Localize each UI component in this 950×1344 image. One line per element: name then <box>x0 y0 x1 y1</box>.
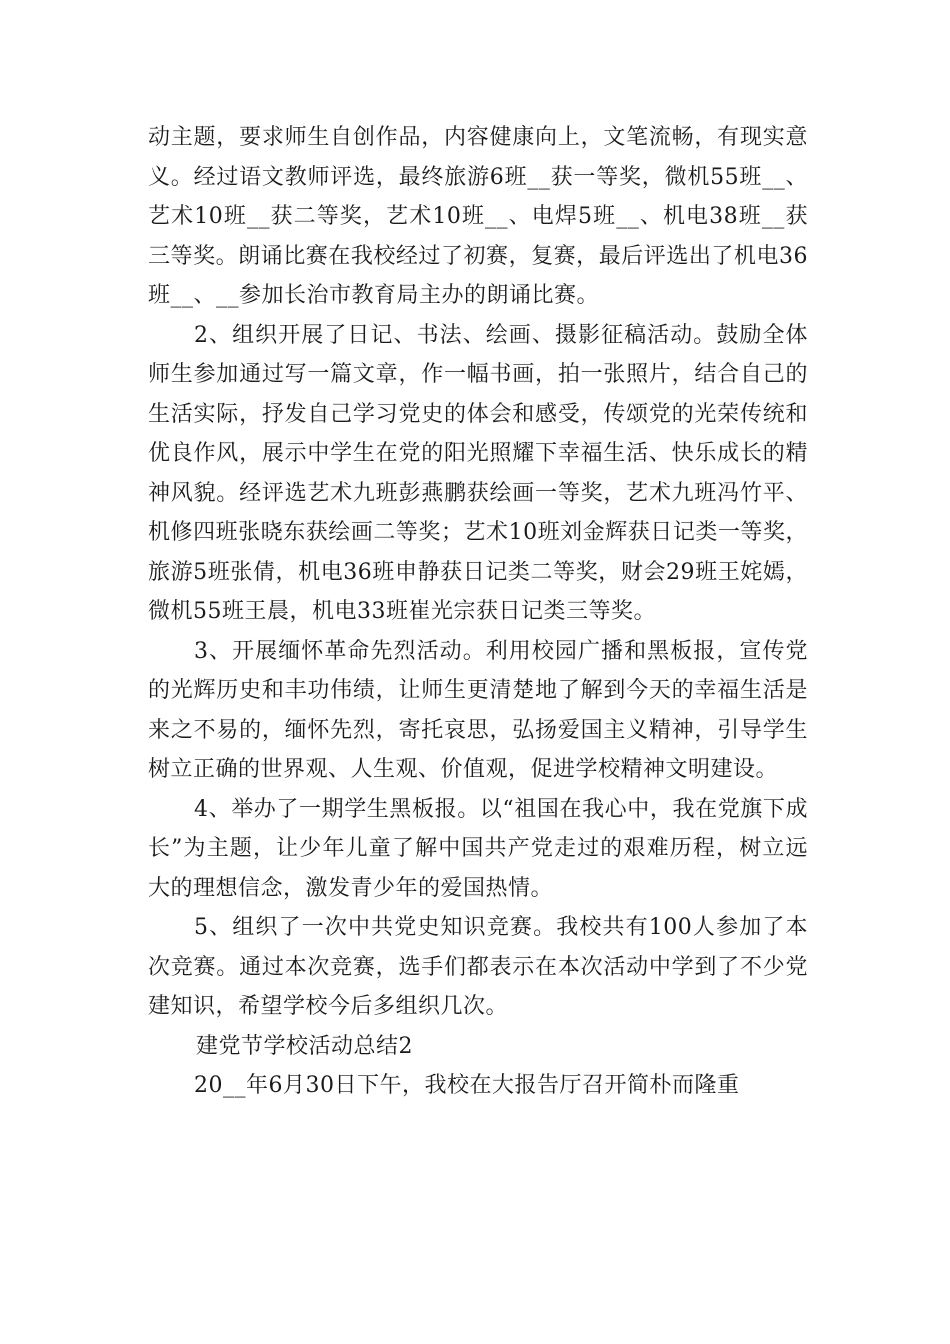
section-title: 建党节学校活动总结2 <box>196 1033 413 1059</box>
paragraph-continuation: 动主题，要求师生自创作品，内容健康向上，文笔流畅，有现实意义。经过语文教师评选，最终旅游6班__获一等奖，微机55班__、艺术10班__获二等奖，艺术10班__、电焊5班__、机电38班__获三等奖。朗诵比赛在我校经过了初赛，复赛，最后评选出了机电36班__、__参加长治市教育局主办的朗诵比赛。 <box>148 125 808 308</box>
paragraph-item-2: 2、组织开展了日记、书法、绘画、摄影征稿活动。鼓励全体师生参加通过写一篇文章，作一幅书画，拍一张照片，结合自己的生活实际，抒发自己学习党史的体会和感受，传颂党的光荣传统和优良作风，展示中学生在党的阳光照耀下幸福生活、快乐成长的精神风貌。经评选艺术九班彭燕鹏获绘画一等奖，艺术九班冯竹平、机修四班张晓东获绘画二等奖；艺术10班刘金辉获日记类一等奖，旅游5班张倩，机电36班申静获日记类二等奖，财会29班王姹嫣，微机55班王晨，机电33班崔光宗获日记类三等奖。 <box>148 322 808 624</box>
paragraph-opening: 20__年6月30日下午，我校在大报告厅召开简朴而隆重 <box>194 1073 740 1098</box>
paragraph-item-3: 3、开展缅怀革命先烈活动。利用校园广播和黑板报，宣传党的光辉历史和丰功伟绩，让师生更清楚地了解到今天的幸福生活是来之不易的，缅怀先烈，寄托哀思，弘扬爱国主义精神，引导学生树立正确的世界观、人生观、价值观，促进学校精神文明建设。 <box>148 638 808 782</box>
paragraph-item-4: 4、举办了一期学生黑板报。以“祖国在我心中，我在党旗下成长”为主题，让少年儿童了解中国共产党走过的艰难历程，树立远大的理想信念，激发青少年的爱国热情。 <box>148 796 808 901</box>
document-body <box>148 118 808 1106</box>
paragraph-item-5: 5、组织了一次中共党史知识竞赛。我校共有100人参加了本次竞赛。通过本次竞赛，选手们都表示在本次活动中学到了不少党建知识，希望学校今后多组织几次。 <box>148 915 808 1019</box>
